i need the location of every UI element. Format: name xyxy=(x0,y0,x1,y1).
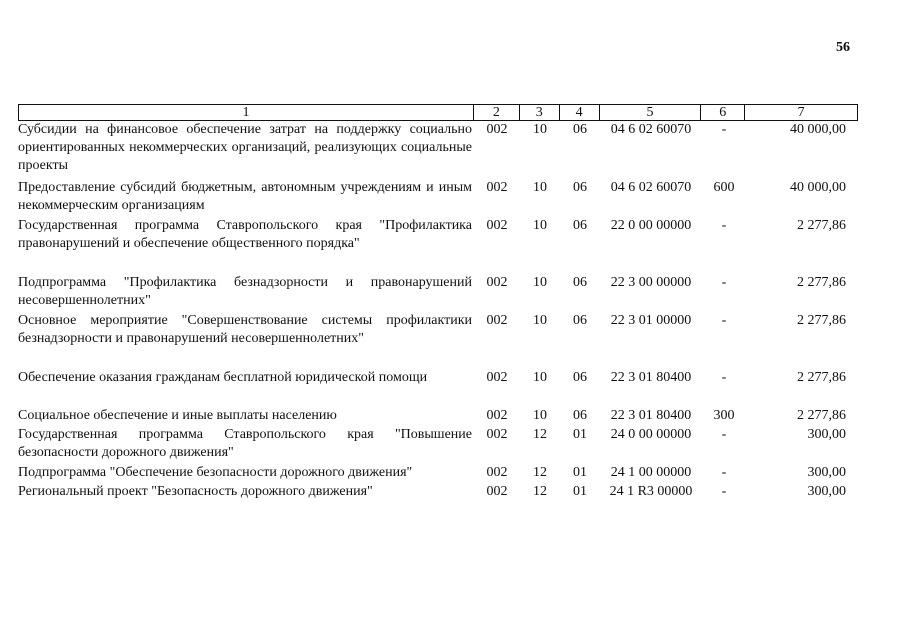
row-ministry: 002 xyxy=(486,370,508,385)
row-target-article: 22 3 01 80400 xyxy=(610,370,692,385)
row-section: 10 xyxy=(533,408,547,423)
row-section: 12 xyxy=(533,465,547,480)
row-section: 10 xyxy=(533,370,547,385)
row-subsection: 06 xyxy=(573,122,587,137)
page-number: 56 xyxy=(836,40,850,55)
row-name: Предоставление субсидий бюджетным, автономным учреждениям и иным некоммерческим организациям xyxy=(18,180,472,213)
row-target-article: 22 3 01 00000 xyxy=(610,313,692,328)
row-expense-type: - xyxy=(721,313,727,328)
header-col-3: 3 xyxy=(520,105,560,120)
row-subsection: 06 xyxy=(573,275,587,290)
row-subsection: 06 xyxy=(573,313,587,328)
row-amount: 2 277,86 xyxy=(797,313,846,328)
row-name: Основное мероприятие "Совершенствование системы профилактики безнадзорности и правонарушений несовершеннолетних" xyxy=(18,313,472,346)
row-name: Социальное обеспечение и иные выплаты населению xyxy=(18,408,337,423)
row-amount: 2 277,86 xyxy=(797,408,846,423)
row-amount: 300,00 xyxy=(807,484,846,499)
row-ministry: 002 xyxy=(486,465,508,480)
row-expense-type: - xyxy=(721,370,727,385)
row-expense-type: - xyxy=(721,218,727,233)
table-row xyxy=(18,217,858,274)
header-col-7: 7 xyxy=(797,105,805,120)
row-amount: 2 277,86 xyxy=(797,218,846,233)
row-name: Государственная программа Ставропольского края "Повышение безопасности дорожного движения" xyxy=(18,427,472,460)
row-name: Региональный проект "Безопасность дорожного движения" xyxy=(18,484,373,499)
row-ministry: 002 xyxy=(486,180,508,195)
row-expense-type: - xyxy=(721,122,727,137)
row-amount: 300,00 xyxy=(807,465,846,480)
header-col-6: 6 xyxy=(701,105,745,120)
header-col-1: 1 xyxy=(19,105,474,120)
row-subsection: 01 xyxy=(573,427,587,442)
row-section: 10 xyxy=(533,122,547,137)
row-name: Подпрограмма "Обеспечение безопасности дорожного движения" xyxy=(18,465,413,480)
row-name: Государственная программа Ставропольского края "Профилактика правонарушений и обеспечение общественного порядка" xyxy=(18,218,472,251)
row-section: 10 xyxy=(533,180,547,195)
row-expense-type: - xyxy=(721,275,727,290)
row-target-article: 24 0 00 00000 xyxy=(610,427,692,442)
table-row xyxy=(18,312,858,369)
row-ministry: 002 xyxy=(486,484,508,499)
row-subsection: 06 xyxy=(573,370,587,385)
row-target-article: 22 0 00 00000 xyxy=(610,218,692,233)
table-row xyxy=(18,464,858,483)
row-name: Подпрограмма "Профилактика безнадзорности и правонарушений несовершеннолетних" xyxy=(18,275,472,308)
row-ministry: 002 xyxy=(486,408,508,423)
row-section: 10 xyxy=(533,218,547,233)
header-col-5: 5 xyxy=(600,105,702,120)
row-ministry: 002 xyxy=(486,218,508,233)
table-row xyxy=(18,426,858,464)
row-subsection: 01 xyxy=(573,484,587,499)
row-amount: 2 277,86 xyxy=(797,370,846,385)
row-subsection: 06 xyxy=(573,408,587,423)
table-row xyxy=(18,121,858,179)
table-row xyxy=(18,274,858,312)
row-target-article: 22 3 00 00000 xyxy=(610,275,692,290)
row-name: Обеспечение оказания гражданам бесплатной юридической помощи xyxy=(18,370,428,385)
row-subsection: 06 xyxy=(573,180,587,195)
row-expense-type: - xyxy=(721,484,727,499)
row-amount: 40 000,00 xyxy=(790,122,846,137)
row-expense-type: 300 xyxy=(713,408,735,423)
row-target-article: 22 3 01 80400 xyxy=(610,408,692,423)
row-section: 10 xyxy=(533,275,547,290)
row-target-article: 24 1 00 00000 xyxy=(610,465,692,480)
table-row xyxy=(18,407,858,426)
row-amount: 40 000,00 xyxy=(790,180,846,195)
header-col-2: 2 xyxy=(474,105,520,120)
row-target-article: 24 1 R3 00000 xyxy=(609,484,693,499)
header-col-4: 4 xyxy=(560,105,600,120)
row-ministry: 002 xyxy=(486,427,508,442)
row-section: 10 xyxy=(533,313,547,328)
row-name: Субсидии на финансовое обеспечение затрат на поддержку социально ориентированных некоммерческих организаций, реализующих социальные проекты xyxy=(18,122,472,173)
row-target-article: 04 6 02 60070 xyxy=(610,180,692,195)
row-target-article: 04 6 02 60070 xyxy=(610,122,692,137)
row-expense-type: - xyxy=(721,427,727,442)
row-subsection: 06 xyxy=(573,218,587,233)
table-row xyxy=(18,179,858,217)
row-ministry: 002 xyxy=(486,313,508,328)
table-header xyxy=(18,104,858,121)
row-expense-type: - xyxy=(721,465,727,480)
row-section: 12 xyxy=(533,427,547,442)
row-subsection: 01 xyxy=(573,465,587,480)
table-row xyxy=(18,369,858,407)
table-row xyxy=(18,483,858,502)
row-ministry: 002 xyxy=(486,122,508,137)
row-section: 12 xyxy=(533,484,547,499)
row-amount: 2 277,86 xyxy=(797,275,846,290)
budget-table xyxy=(18,104,858,502)
row-expense-type: 600 xyxy=(713,180,735,195)
row-amount: 300,00 xyxy=(807,427,846,442)
row-ministry: 002 xyxy=(486,275,508,290)
